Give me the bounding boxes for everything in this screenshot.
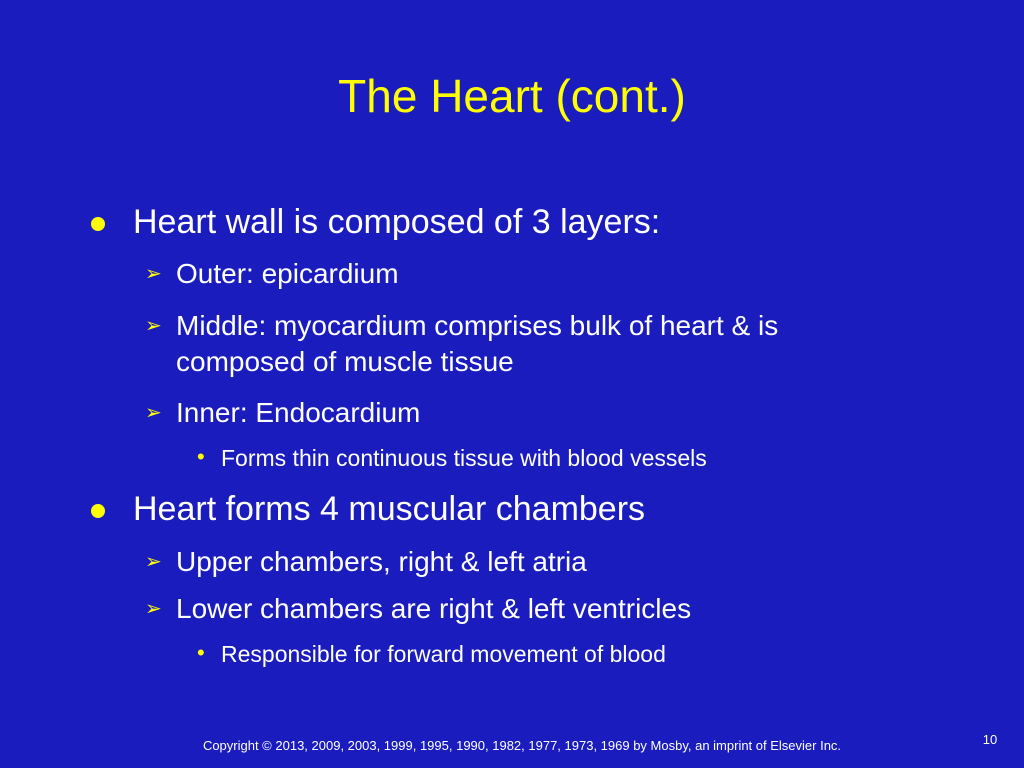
arrow-bullet-icon: ➢	[145, 402, 162, 424]
sub-sub-bullet-text: Responsible for forward movement of blood	[221, 641, 666, 667]
arrow-bullet-icon: ➢	[145, 598, 162, 620]
copyright-footer: Copyright © 2013, 2009, 2003, 1999, 1995, 1990, 1982, 1977, 1973, 1969 by Mosby, an imprint of Elsevier Inc.	[202, 738, 842, 753]
arrow-bullet-icon: ➢	[145, 551, 162, 573]
small-dot-bullet-icon: •	[197, 444, 205, 469]
slide-title: The Heart (cont.)	[338, 70, 686, 122]
sub-bullet-text: Outer: epicardium	[176, 258, 399, 289]
sub-bullet-text: Upper chambers, right & left atria	[176, 546, 587, 577]
bullet-text: Heart wall is composed of 3 layers:	[133, 203, 661, 241]
sub-bullet-text-continuation: composed of muscle tissue	[176, 346, 514, 377]
bullet-text: Heart forms 4 muscular chambers	[133, 490, 646, 528]
arrow-bullet-icon: ➢	[145, 315, 162, 337]
sub-bullet-text: Inner: Endocardium	[176, 397, 421, 428]
small-dot-bullet-icon: •	[197, 640, 205, 665]
sub-bullet-text: Lower chambers are right & left ventricles	[176, 593, 692, 624]
round-bullet-icon	[91, 504, 105, 518]
slide-number: 10	[982, 732, 998, 747]
sub-sub-bullet-text: Forms thin continuous tissue with blood vessels	[221, 445, 707, 471]
round-bullet-icon	[91, 217, 105, 231]
arrow-bullet-icon: ➢	[145, 263, 162, 285]
sub-bullet-text: Middle: myocardium comprises bulk of heart & is	[176, 310, 779, 341]
